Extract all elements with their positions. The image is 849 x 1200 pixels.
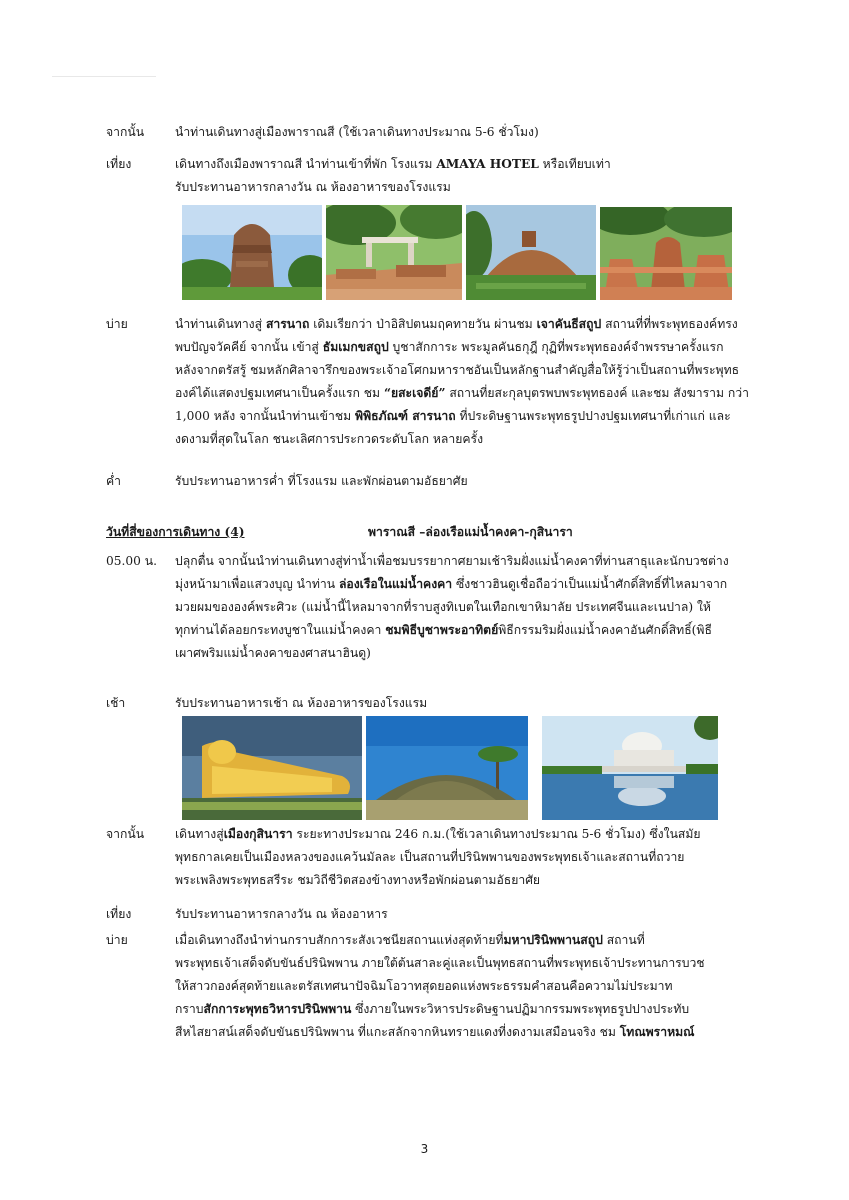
- text-line: [175, 619, 763, 642]
- text-line: [175, 121, 763, 144]
- text-run: พิธีกรรมริมฝั่งแม่น้ำคงคาอันศักดิ์สิทธิ์(พิธี: [498, 623, 712, 637]
- text-run: หลังจากตรัสรู้ ชมหลักศิลาจารึกของพระเจ้าอโศกมหาราชอันเป็นหลักฐานสำคัญสื่อให้รู้ว่าเป็นสถานที่พระพุทธ: [175, 363, 740, 377]
- itinerary-text: [175, 313, 763, 451]
- bold-text: พิพิธภัณฑ์ สารนาถ: [355, 409, 456, 423]
- photo-chaukhandi-stupa: [466, 205, 596, 300]
- bold-text: เมืองกุสินารา: [223, 827, 293, 841]
- text-run: ซึ่งภายในพระวิหารประดิษฐานปฏิมากรรมพระพุทธรูปปางประทับ: [351, 1002, 690, 1016]
- photo-temple-reflection: [542, 716, 718, 820]
- day-heading: [106, 522, 573, 542]
- text-line: [175, 975, 763, 998]
- text-run: รับประทานอาหารเช้า ณ ห้องอาหารของโรงแรม: [175, 696, 428, 710]
- text-line: [175, 153, 763, 176]
- itinerary-text: [175, 929, 763, 1044]
- bold-text: ชมพิธีบูชาพระอาทิตย์: [385, 623, 499, 637]
- bold-text: มหาปรินิพพานสถูป: [503, 933, 603, 947]
- text-line: [175, 336, 763, 359]
- text-line: [175, 382, 763, 405]
- text-run: เดินทางสู่: [175, 827, 224, 841]
- day-destination: พาราณสี –ล่องเรือแม่น้ำคงคา-กุสินารา: [368, 525, 573, 539]
- time-label: ค่ำ: [106, 474, 121, 488]
- day-title: วันที่สี่ของการเดินทาง (4): [106, 525, 245, 539]
- time-label: 05.00 น.: [106, 554, 157, 568]
- text-line: [175, 428, 763, 451]
- text-run: สีหไสยาสน์เสด็จดับขันธปรินิพพาน ที่แกะสลักจากหินทรายแดงที่งดงามเสมือนจริง ชม: [175, 1025, 620, 1039]
- text-run: องค์ได้แสดงปฐมเทศนาเป็นครั้งแรก ชม: [175, 386, 384, 400]
- bold-text: สักการะพุทธวิหารปรินิพพาน: [203, 1002, 352, 1016]
- text-run: บูชาสักการะ พระมูลคันธกุฎี กุฏิที่พระพุทธองค์จำพรรษาครั้งแรก: [388, 340, 724, 354]
- text-run: ซึ่งชาวฮินดูเชื่อถือว่าเป็นแม่น้ำศักดิ์สิทธิ์ที่ไหลมาจาก: [452, 577, 728, 591]
- text-run: พระพุทธเจ้าเสด็จดับขันธ์ปรินิพพาน ภายใต้ต้นสาละคู่และเป็นพุทธสถานที่พระพุทธเจ้าประทานการบวช: [175, 956, 705, 970]
- text-line: [175, 470, 763, 493]
- text-run: นำท่านเดินทางสู่: [175, 317, 266, 331]
- text-line: [175, 313, 763, 336]
- text-line: [175, 1021, 763, 1044]
- time-label: บ่าย: [106, 933, 128, 947]
- text-run: พระเพลิงพระพุทธสรีระ ชมวิถีชีวิตสองข้างทางหรือพักผ่อนตามอัธยาศัย: [175, 873, 541, 887]
- text-line: [175, 573, 763, 596]
- time-label: เช้า: [106, 696, 126, 710]
- text-line: [175, 359, 763, 382]
- text-run: ที่ประดิษฐานพระพุทธรูปปางปฐมเทศนาที่เก่าแก่ และ: [455, 409, 731, 423]
- text-line: [175, 998, 763, 1021]
- text-run: รับประทานอาหารกลางวัน ณ ห้องอาหาร: [175, 907, 388, 921]
- text-run: ให้สาวกองค์สุดท้ายและตรัสเทศนาปัจฉิมโอวาทสุดยอดแห่งพระธรรมคำสอนคือความไม่ประมาท: [175, 979, 673, 993]
- bold-text: เจาคันธีสถูป: [536, 317, 602, 331]
- time-label: เที่ยง: [106, 907, 132, 921]
- text-run: มวยผมขององค์พระศิวะ (แม่น้ำนี้ไหลมาจากที่ราบสูงทิเบตในเทือกเขาหิมาลัย ประเทศจีนและเนปาล) ให้: [175, 600, 711, 614]
- text-run: พุทธกาลเคยเป็นเมืองหลวงของแคว้นมัลละ เป็นสถานที่ปรินิพพานของพระพุทธเจ้าและสถานที่ถวาย: [175, 850, 685, 864]
- text-line: [175, 642, 763, 665]
- text-run: สถานที่ที่พระพุทธองค์ทรง: [601, 317, 738, 331]
- text-run: 1,000 หลัง จากนั้นนำท่านเข้าชม: [175, 409, 356, 423]
- text-run: ระยะทางประมาณ 246 ก.ม.(ใช้เวลาเดินทางประมาณ 5-6 ชั่วโมง) ซึ่งในสมัย: [292, 827, 701, 841]
- text-run: ทุกท่านได้ลอยกระทงบูชาในแม่น้ำคงคา: [175, 623, 386, 637]
- text-run: เมื่อเดินทางถึงนำท่านกราบสักการะสังเวชนียสถานแห่งสุดท้ายที่: [175, 933, 504, 947]
- itinerary-text: [175, 121, 763, 144]
- itinerary-text: [175, 823, 763, 892]
- itinerary-text: [175, 153, 763, 199]
- text-run: มุ่งหน้ามาเพื่อแสวงบุญ นำท่าน: [175, 577, 339, 591]
- text-line: [175, 176, 763, 199]
- itinerary-text: [175, 692, 763, 715]
- text-line: [175, 869, 763, 892]
- photo-dhamekh-stupa: [182, 205, 322, 300]
- text-line: [175, 846, 763, 869]
- text-run: กราบ: [175, 1002, 204, 1016]
- text-line: [175, 596, 763, 619]
- text-run: เดิมเรียกว่า ป่าอิสิปตนมฤคทายวัน ผ่านชม: [309, 317, 537, 331]
- text-run: พบปัญจวัคคีย์ จากนั้น เข้าสู่: [175, 340, 323, 354]
- bold-text: “ยสะเจดีย์”: [383, 386, 446, 400]
- text-line: [175, 903, 763, 926]
- text-run: รับประทานอาหารกลางวัน ณ ห้องอาหารของโรงแรม: [175, 180, 451, 194]
- text-line: [175, 929, 763, 952]
- text-run: สถานที่: [602, 933, 645, 947]
- photo-mulagandhakuti-ruins: [326, 205, 462, 300]
- text-run: ปลุกตื่น จากนั้นนำท่านเดินทางสู่ท่าน้ำเพื่อชมบรรยากาศยามเช้าริมฝั่งแม่น้ำคงคาที่ท่านสาธุและนักบวชต่าง: [175, 554, 729, 568]
- time-label: จากนั้น: [106, 125, 145, 139]
- text-run: งดงามที่สุดในโลก ชนะเลิศการประกวดระดับโลก หลายครั้ง: [175, 432, 484, 446]
- text-run: เผาศพริมแม่น้ำคงคาของศาสนาฮินดู): [175, 646, 371, 660]
- bold-text: ธัมเมกขสถูป: [322, 340, 389, 354]
- bold-text: โทณพราหมณ์: [619, 1025, 695, 1039]
- text-line: [175, 692, 763, 715]
- photo-reclining-buddha: [182, 716, 362, 820]
- text-run: เดินทางถึงเมืองพาราณสี นำท่านเข้าที่พัก โรงแรม: [175, 157, 437, 171]
- bold-text: ล่องเรือในแม่น้ำคงคา: [338, 577, 453, 591]
- text-line: [175, 550, 763, 573]
- text-line: [175, 952, 763, 975]
- itinerary-text: [175, 470, 763, 493]
- itinerary-text: [175, 903, 763, 926]
- text-run: สถานที่ยสะกุลบุตรพบพระพุทธองค์ และชม สังฆาราม กว่า: [445, 386, 749, 400]
- time-label: เที่ยง: [106, 157, 132, 171]
- photo-brick-stupas: [600, 207, 732, 300]
- itinerary-text: [175, 550, 763, 665]
- text-run: รับประทานอาหารค่ำ ที่โรงแรม และพักผ่อนตามอัธยาศัย: [175, 474, 468, 488]
- text-line: [175, 823, 763, 846]
- time-label: บ่าย: [106, 317, 128, 331]
- header-divider: [52, 76, 156, 77]
- text-line: [175, 405, 763, 428]
- page-number: 3: [420, 1142, 429, 1156]
- text-run: นำท่านเดินทางสู่เมืองพาราณสี (ใช้เวลาเดินทางประมาณ 5-6 ชั่วโมง): [175, 125, 539, 139]
- photo-ramabhar-stupa: [366, 716, 528, 820]
- bold-text: สารนาถ: [265, 317, 310, 331]
- time-label: จากนั้น: [106, 827, 145, 841]
- bold-text: AMAYA HOTEL: [436, 157, 539, 171]
- text-run: หรือเทียบเท่า: [538, 157, 611, 171]
